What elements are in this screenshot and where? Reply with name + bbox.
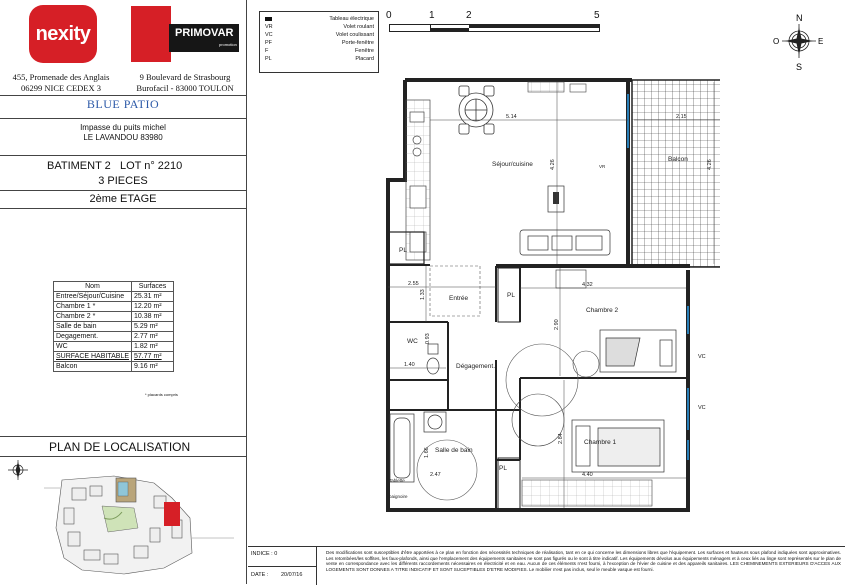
disclaimer-text: Des modifications sont susceptibles d'être apportées à ce plan en fonction des nécessités techniques de réalisation, tant en ce qui concerne les dimensions libres que l'équipement. Les surfaces et hauteurs sous plafond indiquées sont approximatives. Les retombées/les soffites, les faux-plafonds, ainsi que l'emplacement des équipements sanitaires ne sont pas figurés ou le sont à titre indicatif. Les équipements dévolus aux équipements ménagers et à ceux liés au linge sont représentés sur le plan de vente en correspondance avec les différents raccordements nécessaires en électricité et en eau. Aucun de ces éléments n'est fourni, à l'exception de l'évier de cuisine et des appareils sanitaires. LES CHEMINEMENTS EXTERIEURS D'ACCES AUX LOGEMENTS SONT DONNES A TITRE INDICATIF ET SONT SUCEPTIBLES D'ETRE MODIFIES. Le mobilier n'est pas inclus, seul le meuble vasque est fourni. <box>326 550 841 572</box>
bathtub <box>390 414 414 482</box>
surfaces-note: * placards compris <box>145 392 178 397</box>
dim-140: 1.40 <box>404 362 415 368</box>
highlighted-lot <box>164 502 180 526</box>
dim-432: 4.32 <box>582 282 593 288</box>
cabinet <box>570 84 586 92</box>
building-lot: BATIMENT 2 LOT n° 2210 <box>47 160 183 172</box>
dim-284: 2.84 <box>558 433 564 444</box>
table-row: WC 1.82 m² <box>54 342 174 352</box>
label-pl-2: PL <box>507 292 515 299</box>
compass-s: S <box>796 62 803 72</box>
dim-426b: 4.26 <box>707 159 713 170</box>
label-chambre2: Chambre 2 <box>586 307 619 314</box>
primovar-logo <box>131 6 239 64</box>
date-value: 20/07/16 <box>281 572 303 578</box>
compass-e: E <box>818 37 824 46</box>
dining-table <box>459 86 494 134</box>
label-entree: Entrée <box>449 295 469 302</box>
balcony-area <box>632 80 720 267</box>
table-row: Degagement. 2.77 m² <box>54 332 174 342</box>
address-left: 455, Promenade des Anglais 06299 NICE CEDEX 3 <box>12 72 110 93</box>
compass-icon <box>772 10 828 72</box>
table-total-row: SURFACE HABITABLE 57.77 m² <box>54 352 174 362</box>
dim-426a: 4.26 <box>550 159 556 170</box>
door-swing <box>573 351 599 377</box>
footer-box <box>248 546 845 585</box>
dim-166: 1.66 <box>424 447 430 458</box>
table-header: Nom Surfaces <box>54 282 174 292</box>
label-balcon: Balcon <box>668 156 688 163</box>
indice-label: INDICE : 0 <box>251 551 278 557</box>
label-sejour: Séjour/cuisine <box>492 161 533 168</box>
dresser-chambre1 <box>522 480 652 506</box>
label-vr: VR <box>599 164 606 169</box>
table-row: Entree/Séjour/Cuisine 25.31 m² <box>54 292 174 302</box>
label-degagement: Dégagement. <box>456 363 496 370</box>
project-name: BLUE PATIO <box>86 97 160 111</box>
bed-chambre2 <box>600 330 676 372</box>
compass-o: O <box>773 37 780 46</box>
table-balcony-row: Balcon 9.16 m² <box>54 362 174 372</box>
table-row: Salle de bain 5.29 m² <box>54 322 174 332</box>
label-baignoire: baignoire <box>389 494 408 499</box>
location-map <box>4 458 242 582</box>
address-right: 9 Boulevard de Strasbourg Burofacil - 83000 TOULON <box>136 72 234 93</box>
rooms-count: 3 PIECES <box>98 175 148 187</box>
dim-514: 5.14 <box>506 114 517 120</box>
floor-label: 2ème ETAGE <box>89 193 157 205</box>
nexity-logo <box>29 5 97 63</box>
dim-093: 0.93 <box>425 333 431 344</box>
date-label: DATE : <box>251 572 269 578</box>
primovar-subtext: promotion <box>219 42 237 47</box>
compass-small-icon <box>8 460 28 480</box>
dim-215: 2.15 <box>676 114 687 120</box>
project-address: Impasse du puits michel LE LAVANDOU 83980 <box>80 123 166 142</box>
washbasin <box>424 412 446 432</box>
label-vc-2: VC <box>698 405 706 411</box>
dim-133: 1.33 <box>420 289 426 300</box>
sofa <box>520 230 610 255</box>
table-row: Chambre 2 * 10.38 m² <box>54 312 174 322</box>
shelf-unit <box>528 82 564 92</box>
dim-290: 2.90 <box>554 319 560 330</box>
label-wc: WC <box>407 338 418 345</box>
toilet <box>427 344 439 374</box>
nexity-logo-text: nexity <box>35 22 91 45</box>
kitchen-counter <box>406 100 430 260</box>
location-title: PLAN DE LOCALISATION <box>49 440 191 454</box>
table-row: Chambre 1 * 12.20 m² <box>54 302 174 312</box>
legend-labels: Tableau électrique Volet roulant Volet coulissant Porte-fenêtre Fenêtre Placard <box>329 16 374 62</box>
label-chambre1: Chambre 1 <box>584 439 617 446</box>
entry-zone <box>430 266 480 316</box>
dim-247: 2.47 <box>430 472 441 478</box>
label-pl-3: PL <box>499 465 507 472</box>
compass-n: N <box>796 13 803 23</box>
electric-panel-icon <box>265 17 272 21</box>
legend-codes: VR VC PF F PL <box>265 15 285 63</box>
label-sdb: Salle de bain <box>435 447 473 454</box>
scale-bar: 0 1 2 5 <box>386 10 606 40</box>
floor-plan <box>360 70 720 515</box>
dim-440: 4.40 <box>582 472 593 478</box>
bed-chambre1 <box>572 420 664 472</box>
label-vc-1: VC <box>698 354 706 360</box>
legend-box <box>259 11 379 73</box>
surfaces-table <box>53 281 174 372</box>
dim-255: 2.55 <box>408 281 419 287</box>
primovar-text: PRIMOVAR <box>175 27 234 39</box>
label-tablette: Tablette <box>389 478 405 483</box>
label-pl-1: PL <box>399 247 407 254</box>
